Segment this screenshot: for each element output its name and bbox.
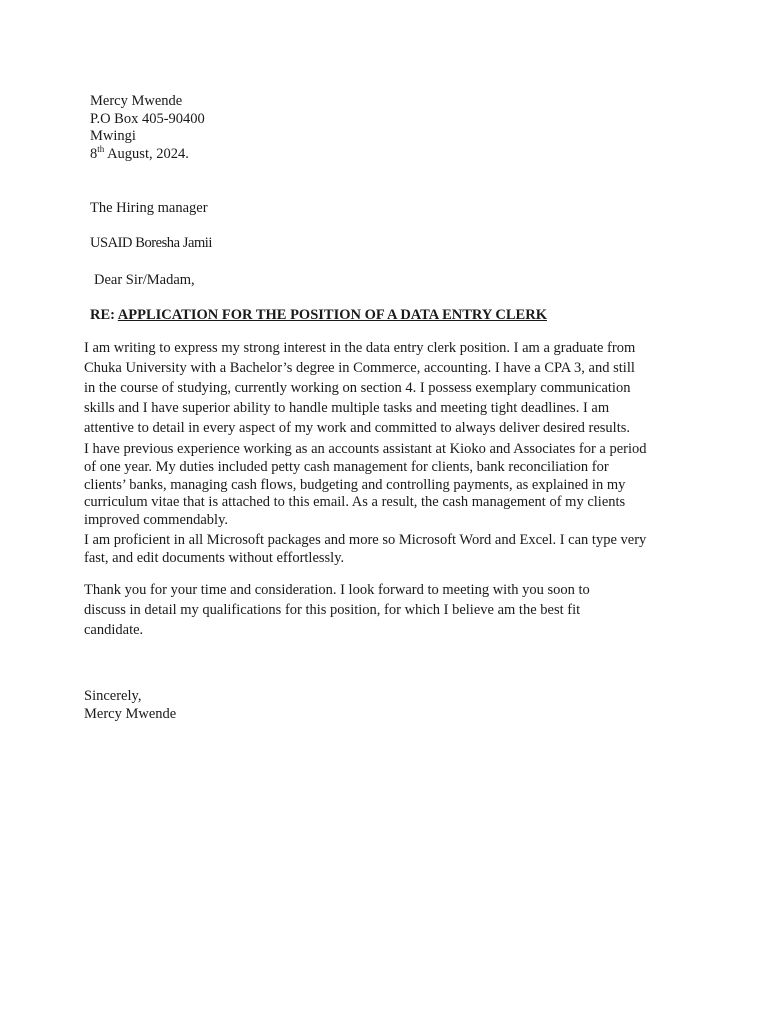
body-paragraph-2 (84, 441, 684, 530)
paragraph-line: of one year. My duties included petty cash management for clients, bank reconciliation for (84, 458, 609, 475)
paragraph-line: clients’ banks, managing cash flows, budgeting and controlling payments, as explained in my (84, 476, 626, 493)
paragraph-line: Chuka University with a Bachelor’s degree in Commerce, accounting. I have a CPA 3, and still (84, 360, 635, 376)
date-day: 8 (90, 145, 98, 162)
recipient-organization: USAID Boresha Jamii (90, 235, 212, 251)
body-paragraph-1 (84, 338, 684, 438)
paragraph-line: discuss in detail my qualifications for this position, for which I believe am the best fit (84, 602, 581, 618)
salutation: Dear Sir/Madam, (94, 272, 195, 288)
paragraph-line: curriculum vitae that is attached to this email. As a result, the cash management of my clients (84, 494, 626, 511)
paragraph-line: I am proficient in all Microsoft packages and more so Microsoft Word and Excel. I can type very (84, 532, 647, 548)
valediction: Sincerely, (84, 688, 142, 704)
paragraph-line: I have previous experience working as an accounts assistant at Kioko and Associates for a period (84, 441, 647, 457)
subject-prefix: RE: (90, 307, 118, 323)
paragraph-line: in the course of studying, currently working on section 4. I possess exemplary communication (84, 380, 631, 396)
recipient-title: The Hiring manager (90, 200, 208, 216)
subject-text: APPLICATION FOR THE POSITION OF A DATA ENTRY CLERK (117, 307, 547, 323)
sender-town: Mwingi (90, 128, 136, 144)
body-paragraph-3 (84, 532, 684, 568)
body-paragraph-4 (84, 580, 684, 640)
paragraph-line: improved commendably. (84, 512, 229, 529)
paragraph-line: Thank you for your time and consideration. I look forward to meeting with you soon to (84, 582, 590, 598)
signature-name: Mercy Mwende (84, 706, 177, 722)
date-ordinal-suffix: th (97, 143, 105, 154)
sender-name: Mercy Mwende (90, 93, 183, 109)
paragraph-line: candidate. (84, 622, 144, 638)
letter-date (90, 143, 189, 164)
paragraph-line: attentive to detail in every aspect of my work and committed to always deliver desired results. (84, 420, 631, 436)
sender-address: P.O Box 405-90400 (90, 110, 205, 127)
subject-line (90, 307, 547, 325)
paragraph-line: I am writing to express my strong interest in the data entry clerk position. I am a graduate from (84, 340, 636, 356)
paragraph-line: skills and I have superior ability to handle multiple tasks and meeting tight deadlines. I am (84, 400, 610, 416)
date-month-year: August, 2024. (104, 145, 189, 162)
paragraph-line: fast, and edit documents without effortlessly. (84, 549, 345, 566)
